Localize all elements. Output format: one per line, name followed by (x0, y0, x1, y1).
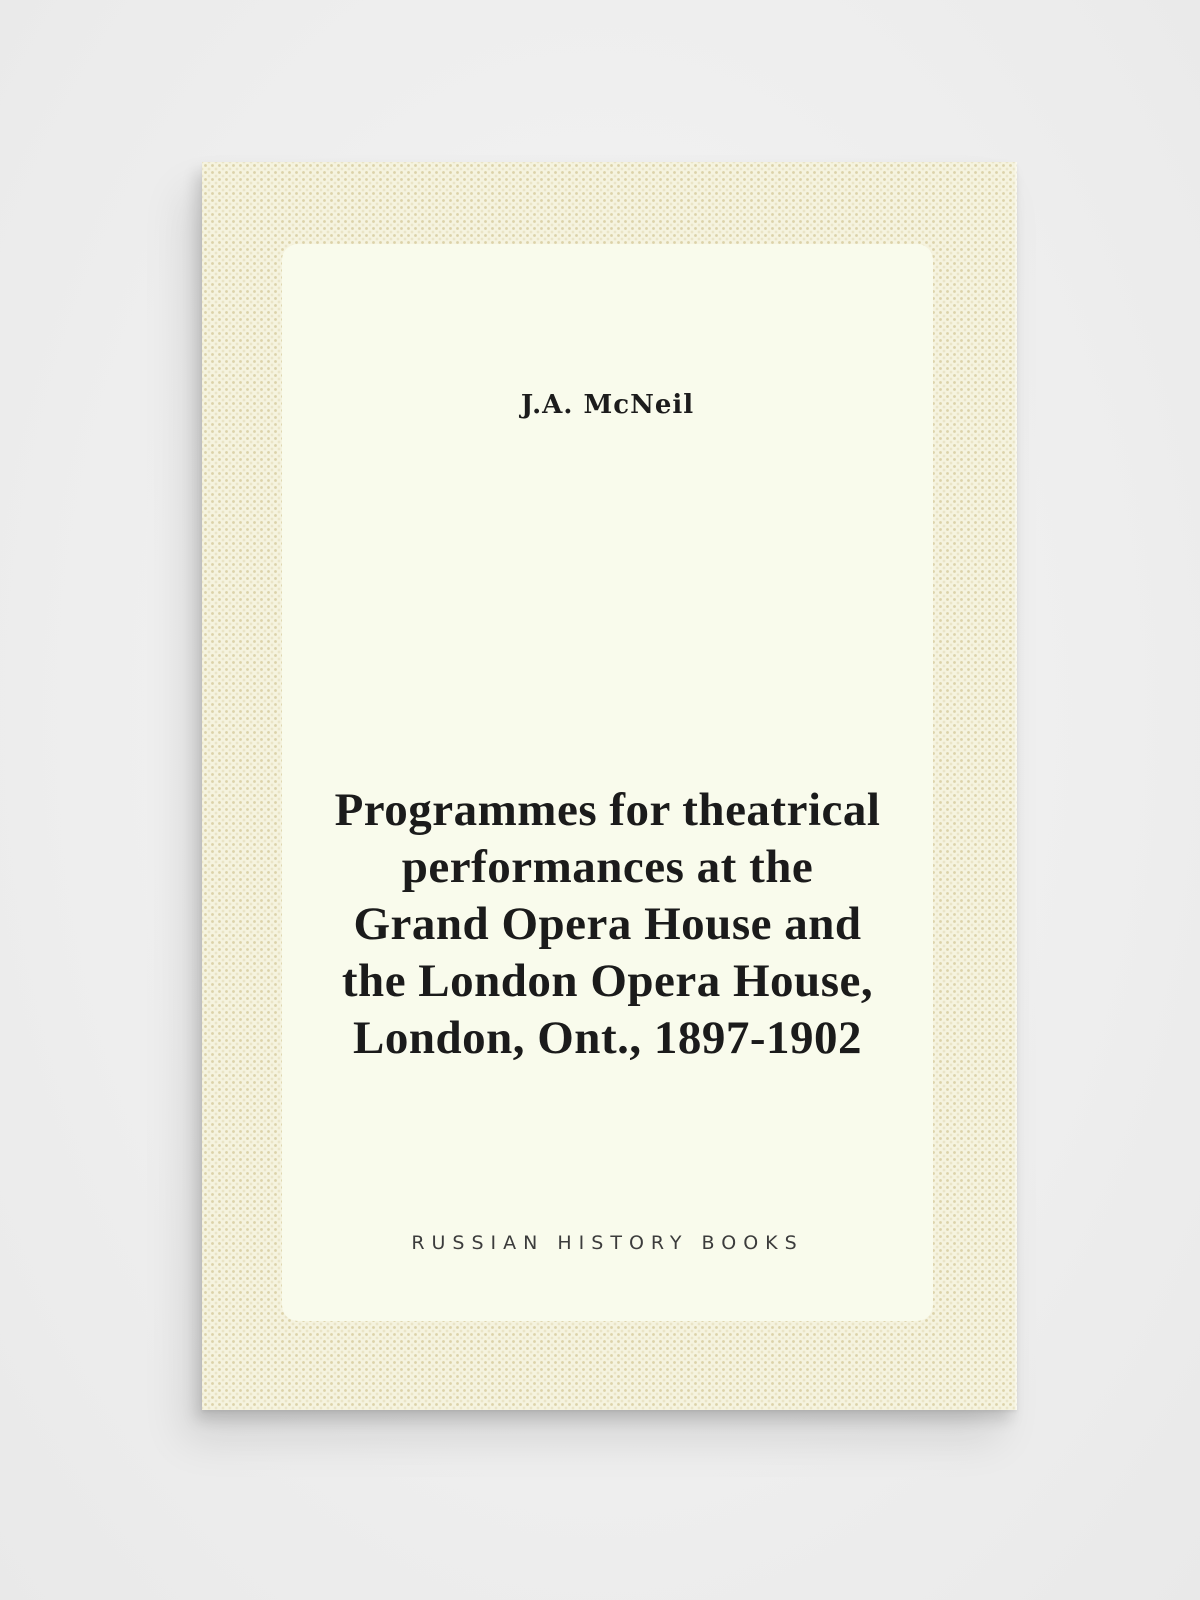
cover-panel (282, 244, 933, 1321)
title-line: the London Opera House, (341, 955, 874, 1007)
publisher-name: RUSSIAN HISTORY BOOKS (411, 1232, 804, 1254)
title-line: Programmes for theatrical (334, 784, 881, 836)
author-name: J.A. McNeil (520, 390, 695, 420)
book-edge-highlight (1014, 162, 1017, 1410)
book-cover (202, 162, 1017, 1410)
title-line: London, Ont., 1897-1902 (352, 1012, 863, 1064)
title-line: performances at the (401, 841, 814, 893)
title-line: Grand Opera House and (353, 898, 862, 950)
book-title (302, 782, 913, 1067)
